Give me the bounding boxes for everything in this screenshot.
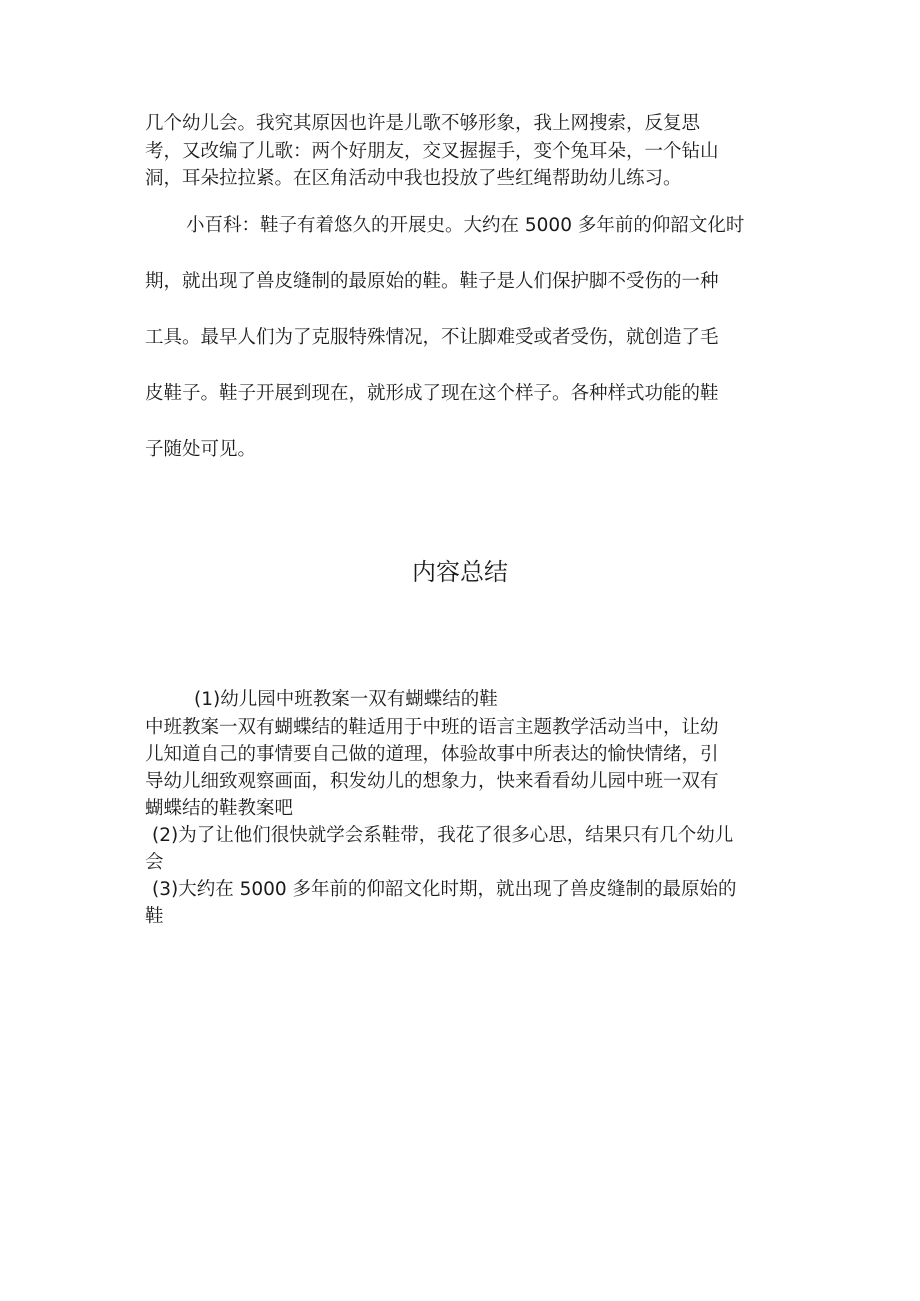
summary-line: 蝴蝶结的鞋教案吧 [145, 798, 294, 819]
intro-line: 洞，耳朵拉拉紧。在区角活动中我也投放了些红绳帮助幼儿练习。 [145, 168, 682, 189]
encyclopedia-line: 工具。最早人们为了克服特殊情况，不让脚难受或者受伤，就创造了毛 [145, 327, 719, 348]
encyclopedia-line: 子随处可见。 [145, 439, 257, 460]
summary-item: (2)为了让他们很快就学会系鞋带，我花了很多心思，结果只有几个幼儿 [152, 825, 734, 846]
encyclopedia-line: 皮鞋子。鞋子开展到现在，就形成了现在这个样子。各种样式功能的鞋 [145, 383, 719, 404]
summary-item-title: (1)幼儿园中班教案一双有蝴蝶结的鞋 [194, 689, 498, 710]
encyclopedia-line: 小百科：鞋子有着悠久的开展史。大约在 5000 多年前的仰韶文化时 [186, 215, 745, 236]
summary-line: 中班教案一双有蝴蝶结的鞋适用于中班的语言主题教学活动当中，让幼 [145, 717, 719, 738]
summary-line: 儿知道自己的事情要自己做的道理，体验故事中所表达的愉快情绪，引 [145, 744, 719, 765]
intro-line: 几个幼儿会。我究其原因也许是儿歌不够形象，我上网搜索，反复思 [145, 113, 701, 134]
summary-item: (3)大约在 5000 多年前的仰韶文化时期，就出现了兽皮缝制的最原始的 [152, 879, 737, 900]
encyclopedia-line: 期，就出现了兽皮缝制的最原始的鞋。鞋子是人们保护脚不受伤的一种 [145, 271, 719, 292]
summary-title: 内容总结 [412, 558, 508, 586]
intro-line: 考，又改编了儿歌：两个好朋友，交叉握握手，变个兔耳朵，一个钻山 [145, 141, 719, 162]
summary-line: 导幼儿细致观察画面，积发幼儿的想象力，快来看看幼儿园中班一双有 [145, 771, 719, 792]
summary-line: 会 [145, 852, 164, 873]
summary-line: 鞋 [145, 906, 164, 927]
